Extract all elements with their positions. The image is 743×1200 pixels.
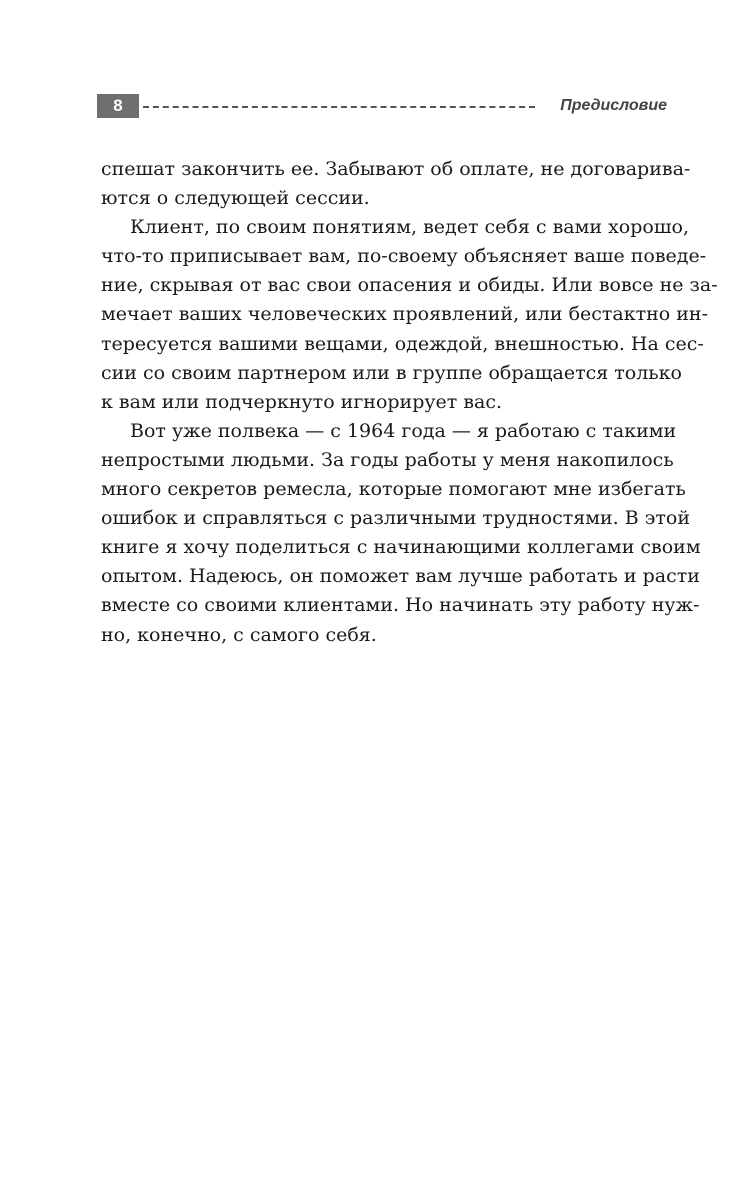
text-line: ошибок и справляться с различными трудностями. В этой [101, 507, 690, 530]
text-line: ние, скрывая от вас свои опасения и обиды. Или вовсе не за- [101, 274, 718, 297]
text-line: непростыми людьми. За годы работы у меня накопилось [101, 448, 674, 471]
text-line: Вот уже полвека — с 1964 года — я работаю с такими [130, 419, 677, 442]
text-line: тересуется вашими вещами, одеждой, внешностью. На сес- [101, 332, 704, 355]
text-line: Клиент, по своим понятиям, ведет себя с вами хорошо, [130, 216, 689, 239]
page-number: 8 [97, 94, 139, 118]
body-text [101, 155, 718, 650]
text-line: к вам или подчеркнуто игнорирует вас. [101, 390, 503, 413]
text-line: что-то приписывает вам, по-своему объясняет ваше поведе- [101, 245, 707, 268]
header-dashed-rule [143, 106, 535, 108]
text-line: мечает ваших человеческих проявлений, или бестактно ин- [101, 303, 709, 326]
text-line: опытом. Надеюсь, он поможет вам лучше работать и расти [101, 565, 700, 588]
text-line: сии со своим партнером или в группе обращается только [101, 361, 682, 384]
text-line: спешат закончить ее. Забывают об оплате, не договарива- [101, 158, 691, 180]
running-head [97, 94, 667, 118]
text-line: но, конечно, с самого себя. [101, 623, 377, 646]
section-title: Предисловие [560, 97, 667, 114]
text-line: ются о следующей сессии. [101, 187, 370, 210]
text-line: вместе со своими клиентами. Но начинать эту работу нуж- [101, 594, 700, 617]
text-line: много секретов ремесла, которые помогают мне избегать [101, 478, 686, 501]
text-line: книге я хочу поделиться с начинающими коллегами своим [101, 536, 701, 559]
